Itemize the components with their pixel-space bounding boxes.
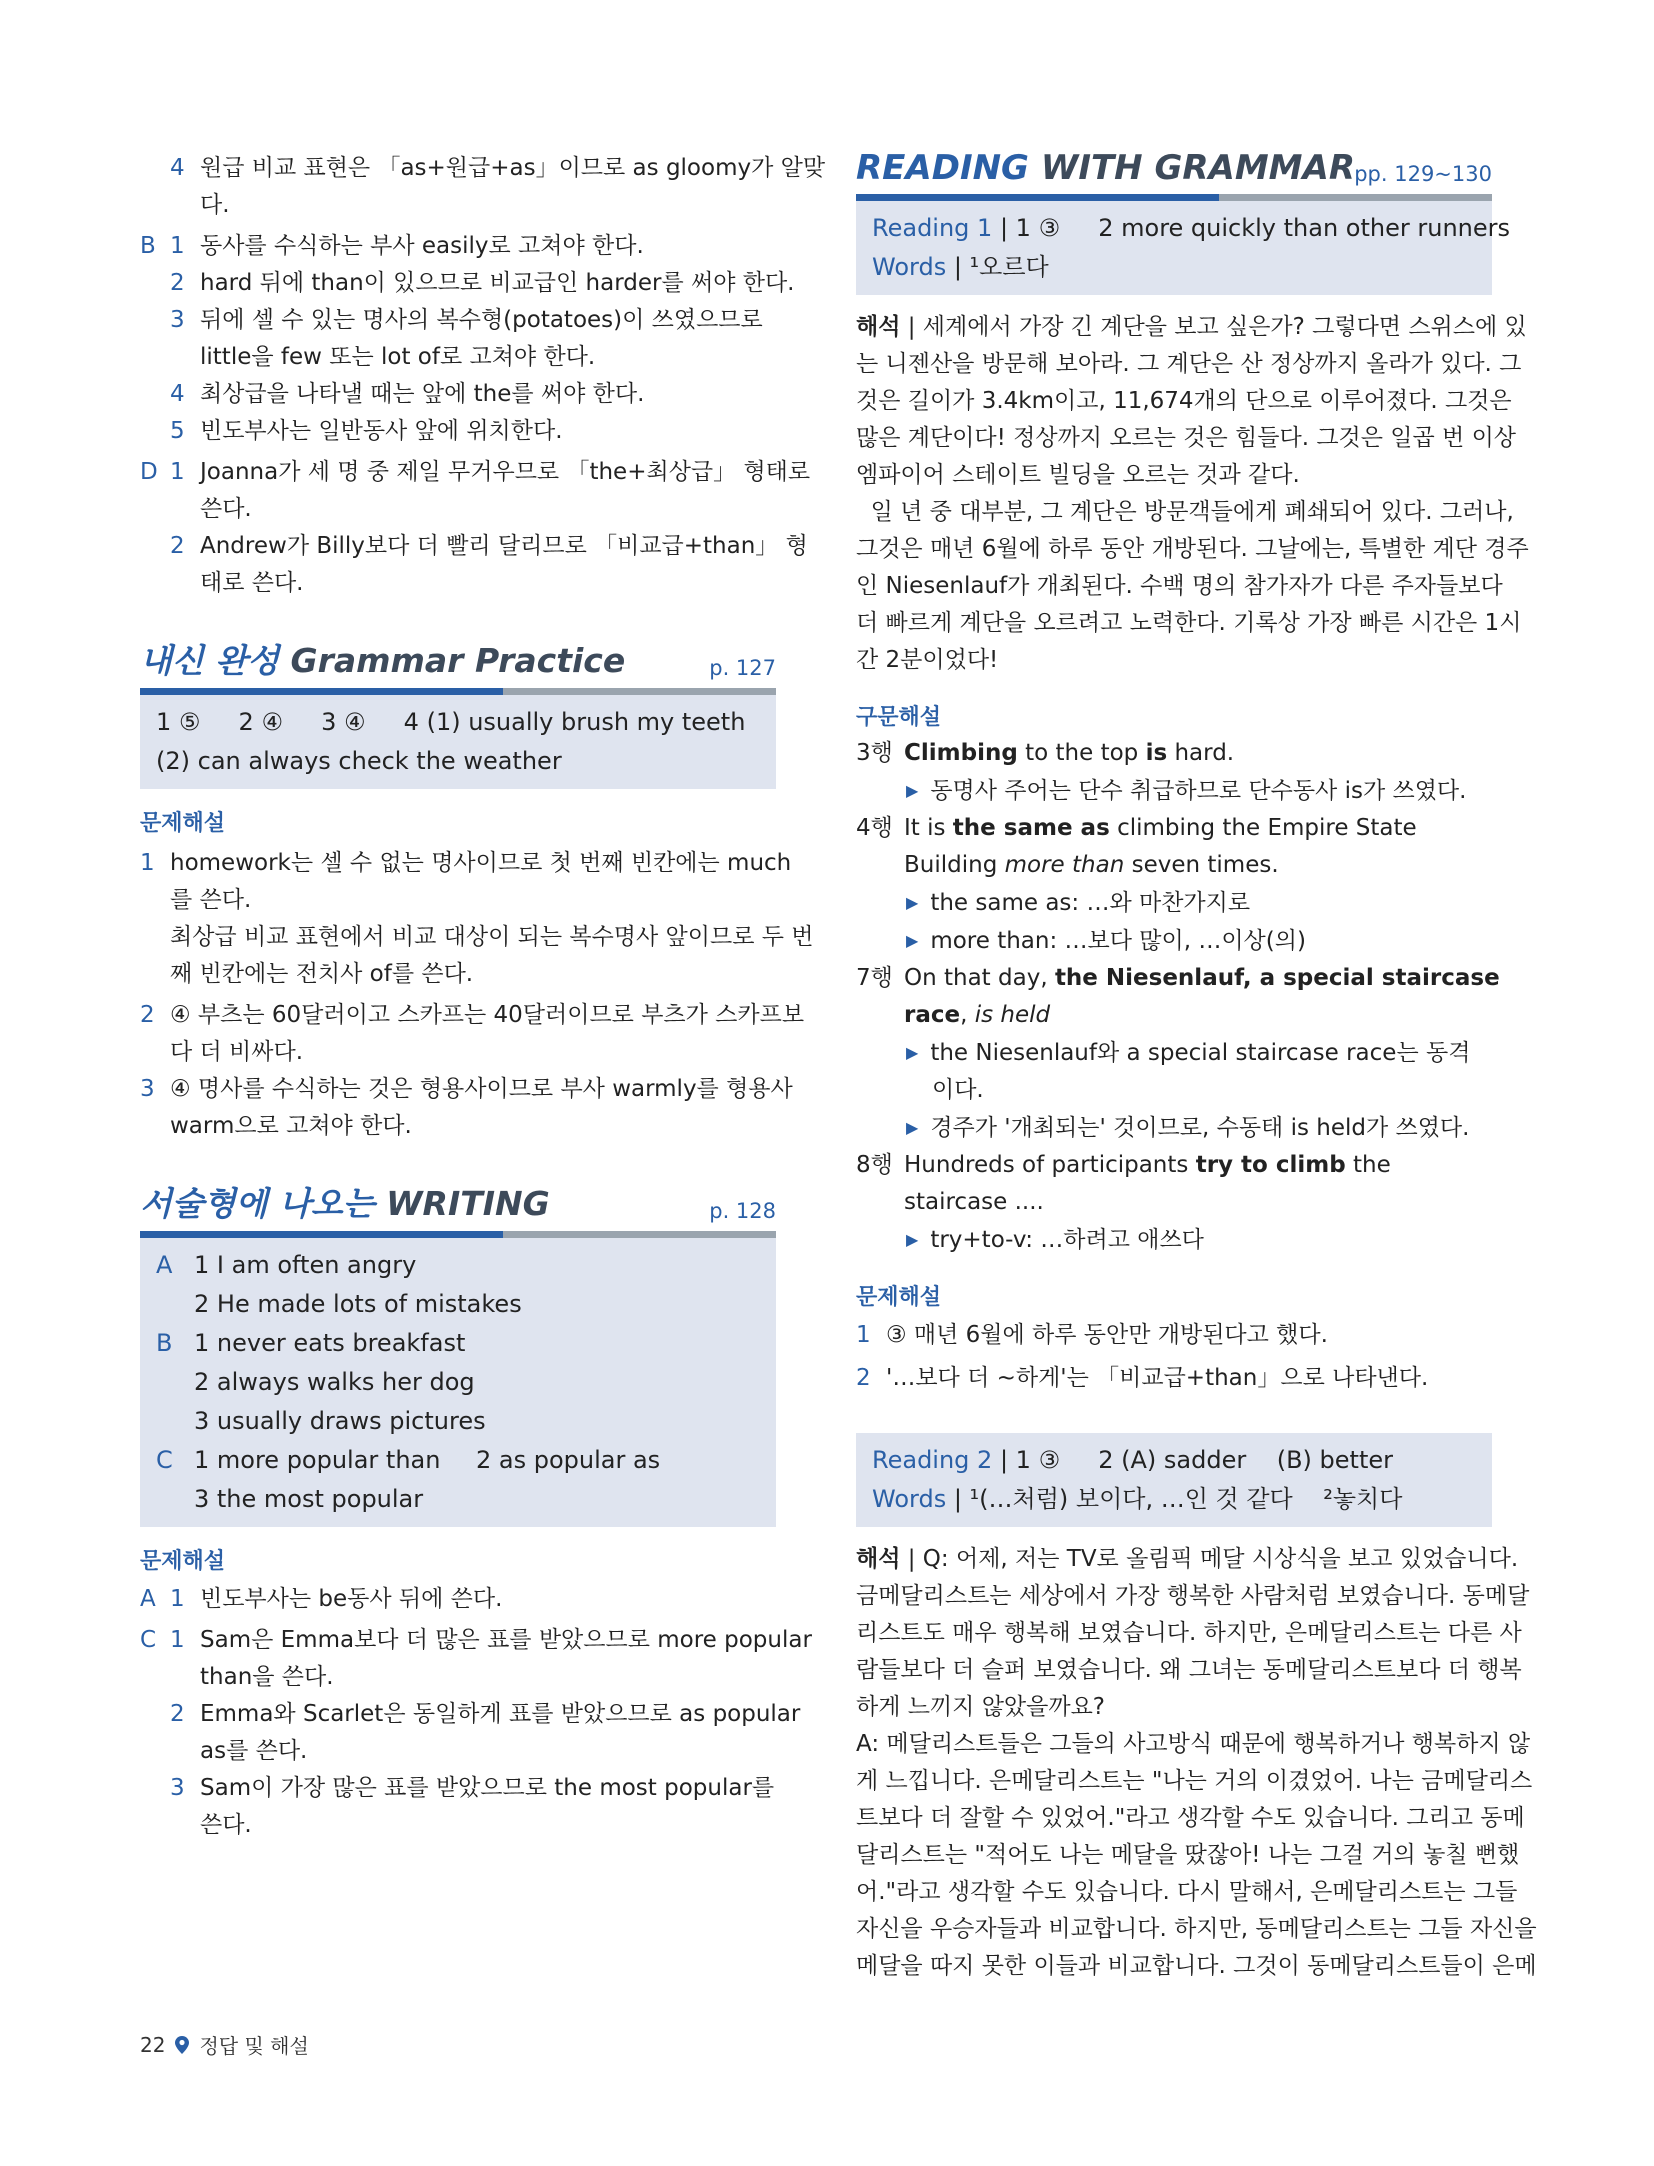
answer-item: D 1 Joanna가 세 명 중 제일 무거우므로 「the+최상급」 형태로 — [140, 459, 811, 485]
answer-item: 5 빈도부사는 일반동사 앞에 위치한다. — [170, 418, 563, 444]
location-pin-icon — [175, 2036, 189, 2054]
triangle-bullet-icon: ▶ — [906, 1118, 919, 1137]
explanation-item: 2 '…보다 더 ~하게'는 「비교급+than」으로 나타낸다. — [856, 1365, 1429, 1391]
page-footer — [140, 2030, 309, 2059]
answer-item: B 1 동사를 수식하는 부사 easily로 고쳐야 한다. — [140, 233, 644, 259]
answer-box-reading-1: Reading 1 | 1 ③ 2 more quickly than other runners Words | ¹오르다 — [856, 201, 1492, 295]
answer-item: 2 hard 뒤에 than이 있으므로 비교급인 harder를 써야 한다. — [170, 270, 795, 296]
page-ref: p. 128 — [709, 1199, 776, 1223]
syntax-heading: 구문해설 — [856, 705, 942, 730]
page-ref: p. 127 — [709, 656, 776, 680]
section-divider — [140, 1231, 776, 1238]
page-ref: pp. 129~130 — [1354, 162, 1492, 186]
answer-box-reading-2: Reading 2 | 1 ③ 2 (A) sadder (B) better Words | ¹(…처럼) 보이다, …인 것 같다 ²놓치다 — [856, 1433, 1492, 1527]
explanation-heading: 문제해설 — [856, 1285, 942, 1310]
section-header-grammar-practice — [140, 641, 776, 688]
answer-box: 1 ⑤ 2 ④ 3 ④ 4 (1) usually brush my teeth (2) can always check the weather — [140, 695, 776, 789]
answer-item: 2 Andrew가 Billy보다 더 빨리 달리므로 「비교급+than」 형 — [170, 533, 808, 559]
explanation-item: 2 Emma와 Scarlet은 동일하게 표를 받았으므로 as popular — [170, 1701, 801, 1727]
translation-block: 해석 | 세계에서 가장 긴 계단을 보고 싶은가? 그렇다면 스위스에 있 는 니젠산을 방문해 보아라. 그 계단은 산 정상까지 올라가 있다. 그 것은 길이가 3.4km이고, 11,674개의 단으로 이루어졌다. 그것은 많은 계단이다! 정상까지 오르는 것은 힘들다. 그것은 일곱 번 이상 엠파이어 스테이트 빌딩을 오르는 것과 같다. 일 년 중 대부분, 그 계단은 방문객들에게 폐쇄되어 있다. 그러나, 그것은 매년 6월에 하루 동안 개방된다. 그날에는, 특별한 계단 경주 인 Niesenlauf가 개최된다. 수백 명의 참가자가 다른 주자들보다 더 빠르게 계단을 오르려고 노력한다. 기록상 가장 빠른 시간은 1시 간 2분이었다! — [856, 314, 1529, 673]
answer-item: 4 최상급을 나타낼 때는 앞에 the를 써야 한다. — [170, 381, 645, 407]
footer-label: 정답 및 해설 — [199, 2034, 309, 2058]
explanation-heading: 문제해설 — [140, 1549, 226, 1574]
section-title: 내신 완성 Grammar Practice — [140, 641, 626, 680]
triangle-bullet-icon: ▶ — [906, 781, 919, 800]
syntax-block: 3행 Climbing to the top is hard. ▶ 동명사 주어는 단수 취급하므로 단수동사 is가 쓰였다. 4행 It is the same as climbing the Empire State Building more than seven times. ▶ the same as: …와 마찬가지로 ▶ more than: …보다 많이, …이상(의) 7행 On that day, the Niesenlauf, a special staircase race, is held ▶ the Niesenlauf와 a special staircase race는 동격 이다. ▶ 경주가 '개최되는' 것이므로, 수동태 is held가 쓰였다. 8행 Hundreds of participants try to climb the staircase .... ▶ try+to-v: …하려고 애쓰다 — [856, 735, 1492, 1259]
explanation-item: 2 ④ 부츠는 60달러이고 스카프는 40달러이므로 부츠가 스카프보 — [140, 1002, 805, 1028]
triangle-bullet-icon: ▶ — [906, 1043, 919, 1062]
section-divider — [140, 688, 776, 695]
section-header-reading — [856, 150, 1492, 194]
section-header-writing — [140, 1184, 776, 1231]
section-divider — [856, 194, 1492, 201]
explanation-item: 3 Sam이 가장 많은 표를 받았으므로 the most popular를 — [170, 1775, 775, 1801]
left-column: 4 원급 비교 표현은 「as+원급+as」이므로 as gloomy가 알맞 다. B 1 동사를 수식하는 부사 easily로 고쳐야 한다. 2 hard 뒤에 than이 있으므로 비교급인 harder를 써야 한다. 3 뒤에 셀 수 있는 명사의 복수형(potatoes)이 쓰였으므로 little을 few 또는 lot of로 고쳐야 한다. 4 최상급을 나타낼 때는 앞에 the를 써야 한다. 5 빈도부사는 일반동사 앞에 위치한다. D 1 Joanna가 세 명 중 제일 무거우므로 「the+최상급」 형태로 쓴다. 2 Andrew가 Billy보다 더 빨리 달리므로 「비교급+than」 형 태로 쓴다. 내신 완성 Grammar Practice p. 127 1 ⑤ 2 ④ 3 ④ 4 (1) usually brush my teeth (2) can always check the weather 문제해설 1 homework는 셀 수 없는 명사이므로 첫 번째 빈칸에는 much 를 쓴다. 최상급 비교 표현에서 비교 대상이 되는 복수명사 앞이므로 두 번 째 빈칸에는 전치사 of를 쓴다. 2 ④ 부츠는 60달러이고 스카프는 40달러이므로 부츠가 스카프보 다 더 비싸다. 3 ④ 명사를 수식하는 것은 형용사이므로 부사 warmly를 형용사 warm으로 고쳐야 한다. 서술형에 나오는 WRITING p. 128 A 1 I am often angry 2 He made lots of mistakes B 1 never eats breakfast 2 always walks her dog 3 usually draws pictures C 1 more popular than 2 as popular as 3 the most popular 문제해설 A 1 빈도부사는 be동사 뒤에 쓴다. C 1 Sam은 Emma보다 더 많은 표를 받았으므로 more popular than을 쓴다. 2 Emma와 Scarlet은 동일하게 표를 받았으므로 as popular as를 쓴다. 3 Sam이 가장 많은 표를 받았으므로 the most popular를 쓴다. — [140, 150, 776, 1844]
explanation-item: 1 ③ 매년 6월에 하루 동안만 개방된다고 했다. — [856, 1322, 1328, 1348]
section-title: READING WITH GRAMMAR — [856, 148, 1356, 188]
explanation-heading: 문제해설 — [140, 811, 226, 836]
page-number: 22 — [140, 2032, 166, 2057]
triangle-bullet-icon: ▶ — [906, 893, 919, 912]
answer-box: A 1 I am often angry 2 He made lots of mistakes B 1 never eats breakfast 2 always walks her dog 3 usually draws pictures C 1 more popular than 2 as popular as 3 the most popular — [140, 1238, 776, 1527]
translation-block: 해석 | Q: 어제, 저는 TV로 올림픽 메달 시상식을 보고 있었습니다. 금메달리스트는 세상에서 가장 행복한 사람처럼 보였습니다. 동메달 리스트도 매우 행복해 보였습니다. 하지만, 은메달리스트는 다른 사 람들보다 더 슬퍼 보였습니다. 왜 그녀는 동메달리스트보다 더 행복 하게 느끼지 않았을까요? A: 메달리스트들은 그들의 사고방식 때문에 행복하거나 행복하지 않 게 느낍니다. 은메달리스트는 "나는 거의 이겼었어. 나는 금메달리스 트보다 더 잘할 수 있었어."라고 생각할 수도 있습니다. 그리고 동메 달리스트는 "적어도 나는 메달을 땄잖아! 나는 그걸 거의 놓칠 뻔했 어."라고 생각할 수도 있습니다. 다시 말해서, 은메달리스트는 그들 자신을 우승자들과 비교합니다. 하지만, 동메달리스트는 그들 자신을 메달을 따지 못한 이들과 비교합니다. 그것이 동메달리스트들이 은메 — [856, 1546, 1537, 1979]
answer-item: 4 원급 비교 표현은 「as+원급+as」이므로 as gloomy가 알맞 — [170, 155, 826, 181]
triangle-bullet-icon: ▶ — [906, 931, 919, 950]
triangle-bullet-icon: ▶ — [906, 1230, 919, 1249]
answer-item: 3 뒤에 셀 수 있는 명사의 복수형(potatoes)이 쓰였으므로 — [170, 307, 763, 333]
explanation-item: C 1 Sam은 Emma보다 더 많은 표를 받았으므로 more popular — [140, 1627, 812, 1653]
right-column — [856, 148, 1537, 1985]
explanation-item: 1 homework는 셀 수 없는 명사이므로 첫 번째 빈칸에는 much — [140, 850, 792, 876]
explanation-item: A 1 빈도부사는 be동사 뒤에 쓴다. — [140, 1586, 503, 1612]
explanation-item: 3 ④ 명사를 수식하는 것은 형용사이므로 부사 warmly를 형용사 — [140, 1076, 793, 1102]
section-title: 서술형에 나오는 WRITING — [140, 1184, 550, 1223]
